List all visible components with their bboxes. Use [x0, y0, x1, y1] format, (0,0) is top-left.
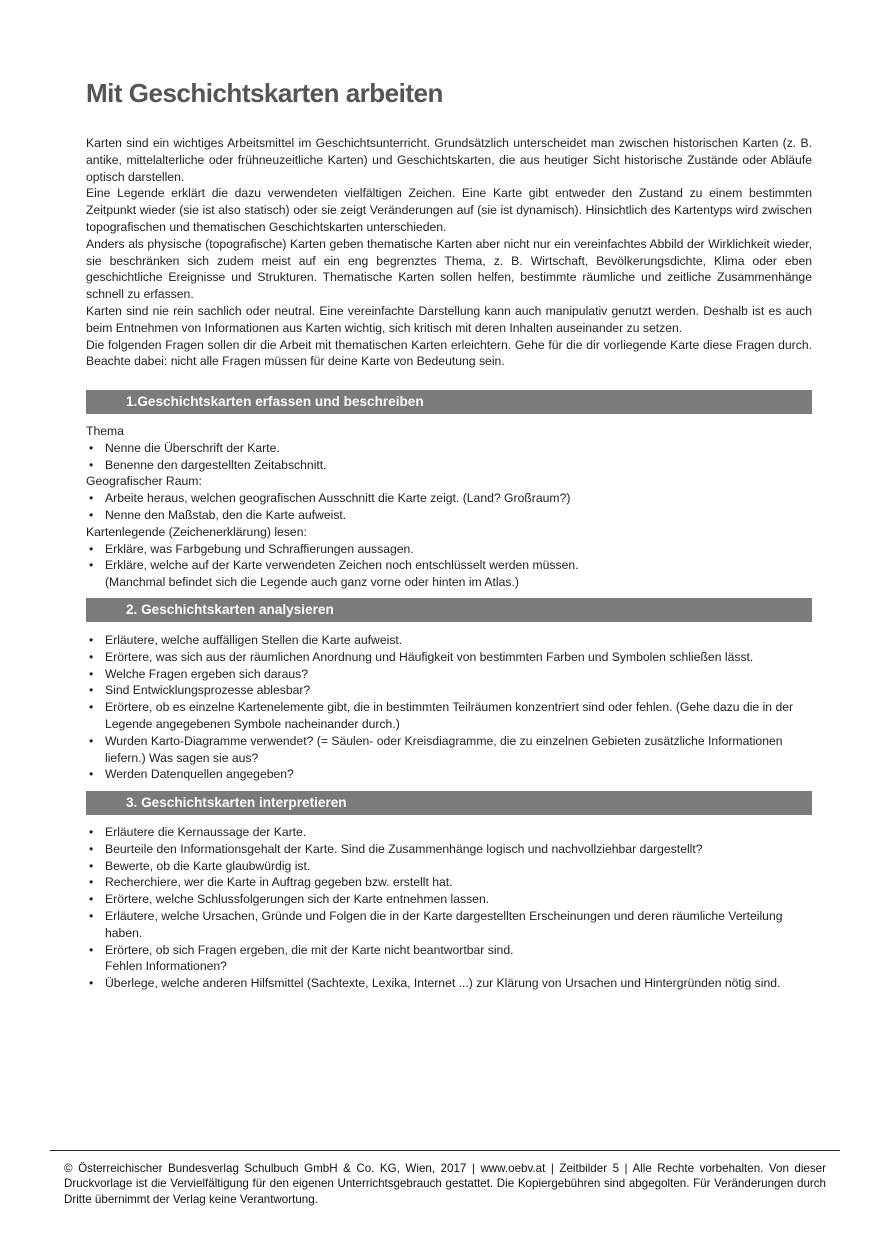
subheading-legende: Kartenlegende (Zeichenerklärung) lesen:: [86, 524, 307, 539]
subheading-thema: Thema: [86, 424, 124, 438]
list-item: • Erläutere, welche Ursachen, Gründe und Folgen die in der Karte dargestellten Erscheinungen und deren räumliche Verteilung haben.: [86, 908, 812, 942]
footer-divider: [50, 1150, 840, 1151]
section-heading-erfassen: 1.Geschichtskarten erfassen und beschreiben: [86, 390, 812, 414]
section-heading-analysieren: 2. Geschichtskarten analysieren: [86, 598, 812, 622]
list-item: • Beurteile den Informationsgehalt der Karte. Sind die Zusammenhänge logisch und nachvollziehbar dargestellt?: [86, 841, 812, 858]
list-item: • Erörtere, ob es einzelne Kartenelemente gibt, die in bestimmten Teilräumen konzentriert sind oder fehlen. (Gehe dazu die in der Legende angegebenen Symbole nacheinander durch.): [86, 699, 812, 733]
list-item: • Benenne den dargestellten Zeitabschnitt.: [86, 457, 812, 474]
list-item: • Bewerte, ob die Karte glaubwürdig ist.: [86, 858, 812, 875]
list-item: • Werden Datenquellen angegeben?: [86, 766, 812, 783]
list-item: • Erläutere die Kernaussage der Karte.: [86, 824, 812, 841]
list-item: • Sind Entwicklungsprozesse ablesbar?: [86, 682, 812, 699]
list-item-text: • Erkläre, welche auf der Karte verwendeten Zeichen noch entschlüsselt werden müssen.: [105, 558, 579, 573]
list-item-note: (Manchmal befindet sich die Legende auch ganz vorne oder hinten im Atlas.): [105, 575, 519, 590]
section-body-analysieren: [86, 632, 812, 783]
list-item: • Erörtere, welche Schlussfolgerungen sich der Karte entnehmen lassen.: [86, 891, 812, 908]
intro-paragraph: Eine Legende erklärt die dazu verwendeten vielfältigen Zeichen. Eine Karte gibt entweder den Zustand zu einem bestimmten Zeitpunkt wieder (sie ist also statisch) oder sie zeigt Veränderungen auf (sie ist dynamisch). Hinsichtlich des Kartentyps wird zwischen topografischen und thematischen Geschichtskarten unterschieden.: [86, 186, 812, 234]
footer-copyright: © Österreichischer Bundesverlag Schulbuch GmbH & Co. KG, Wien, 2017 | www.oebv.at | Zeitbilder 5 | Alle Rechte vorbehalten. Von dieser Druckvorlage ist die Vervielfältigung für den eigenen Unterrichtsgebrauch gestattet. Die Kopiergebühren sind abgegolten. Für Veränderungen durch Dritte übernimmt der Verlag keine Verantwortung.: [64, 1162, 826, 1206]
intro-text: [86, 135, 812, 370]
list-item: [86, 557, 812, 591]
list-item: • Erkläre, was Farbgebung und Schraffierungen aussagen.: [86, 541, 812, 558]
list-item: [86, 942, 812, 976]
list-item: • Welche Fragen ergeben sich daraus?: [86, 666, 812, 683]
list-item: • Arbeite heraus, welchen geografischen Ausschnitt die Karte zeigt. (Land? Großraum?): [86, 490, 812, 507]
section-body-erfassen: [86, 423, 812, 591]
intro-paragraph: Karten sind nie rein sachlich oder neutral. Eine vereinfachte Darstellung kann auch manipulativ genutzt werden. Deshalb ist es auch beim Entnehmen von Informationen aus Karten wichtig, sich kritisch mit deren Inhalten auseinander zu setzen.: [86, 303, 812, 335]
page-title: Mit Geschichtskarten arbeiten: [86, 78, 443, 108]
list-item: • Wurden Karto-Diagramme verwendet? (= Säulen- oder Kreisdiagramme, die zu einzelnen Gebieten zusätzliche Informationen liefern.) Was sagen sie aus?: [86, 733, 812, 767]
list-item: • Nenne den Maßstab, den die Karte aufweist.: [86, 507, 812, 524]
list-item: • Recherchiere, wer die Karte in Auftrag gegeben bzw. erstellt hat.: [86, 874, 812, 891]
intro-paragraph: Karten sind ein wichtiges Arbeitsmittel im Geschichtsunterricht. Grundsätzlich unterscheidet man zwischen historischen Karten (z. B. antike, mittelalterliche oder frühneuzeitliche Karten) und Geschichtskarten, die aus heutiger Sicht historische Zustände oder Abläufe optisch darstellen.: [86, 136, 812, 184]
subheading-raum: Geografischer Raum:: [86, 474, 202, 489]
intro-paragraph: Anders als physische (topografische) Karten geben thematische Karten aber nicht nur ein vereinfachtes Abbild der Wirklichkeit wieder, sie beschränken sich zudem meist auf ein eng begrenztes Thema, z. B. Wirtschaft, Bevölkerungsdichte, Klima oder eben geschichtliche Ereignisse und Strukturen. Thematische Karten sollen helfen, bestimmte räumliche und zeitliche Zusammenhänge schnell zu erfassen.: [86, 236, 812, 302]
list-item: • Überlege, welche anderen Hilfsmittel (Sachtexte, Lexika, Internet ...) zur Klärung von Ursachen und Hintergründen nötig sind.: [86, 975, 812, 992]
list-item: • Erörtere, was sich aus der räumlichen Anordnung und Häufigkeit von bestimmten Farben und Symbolen schließen lässt.: [86, 649, 812, 666]
intro-paragraph: Die folgenden Fragen sollen dir die Arbeit mit thematischen Karten erleichtern. Gehe für die dir vorliegende Karte diese Fragen durch. Beachte dabei: nicht alle Fragen müssen für deine Karte von Bedeutung sein.: [86, 337, 812, 369]
list-item-text: • Erörtere, ob sich Fragen ergeben, die mit der Karte nicht beantwortbar sind.: [105, 942, 514, 957]
list-item-note: Fehlen Informationen?: [105, 959, 227, 974]
list-item: • Nenne die Überschrift der Karte.: [86, 440, 812, 457]
list-item: • Erläutere, welche auffälligen Stellen die Karte aufweist.: [86, 632, 812, 649]
section-heading-interpretieren: 3. Geschichtskarten interpretieren: [86, 791, 812, 815]
section-body-interpretieren: [86, 824, 812, 992]
